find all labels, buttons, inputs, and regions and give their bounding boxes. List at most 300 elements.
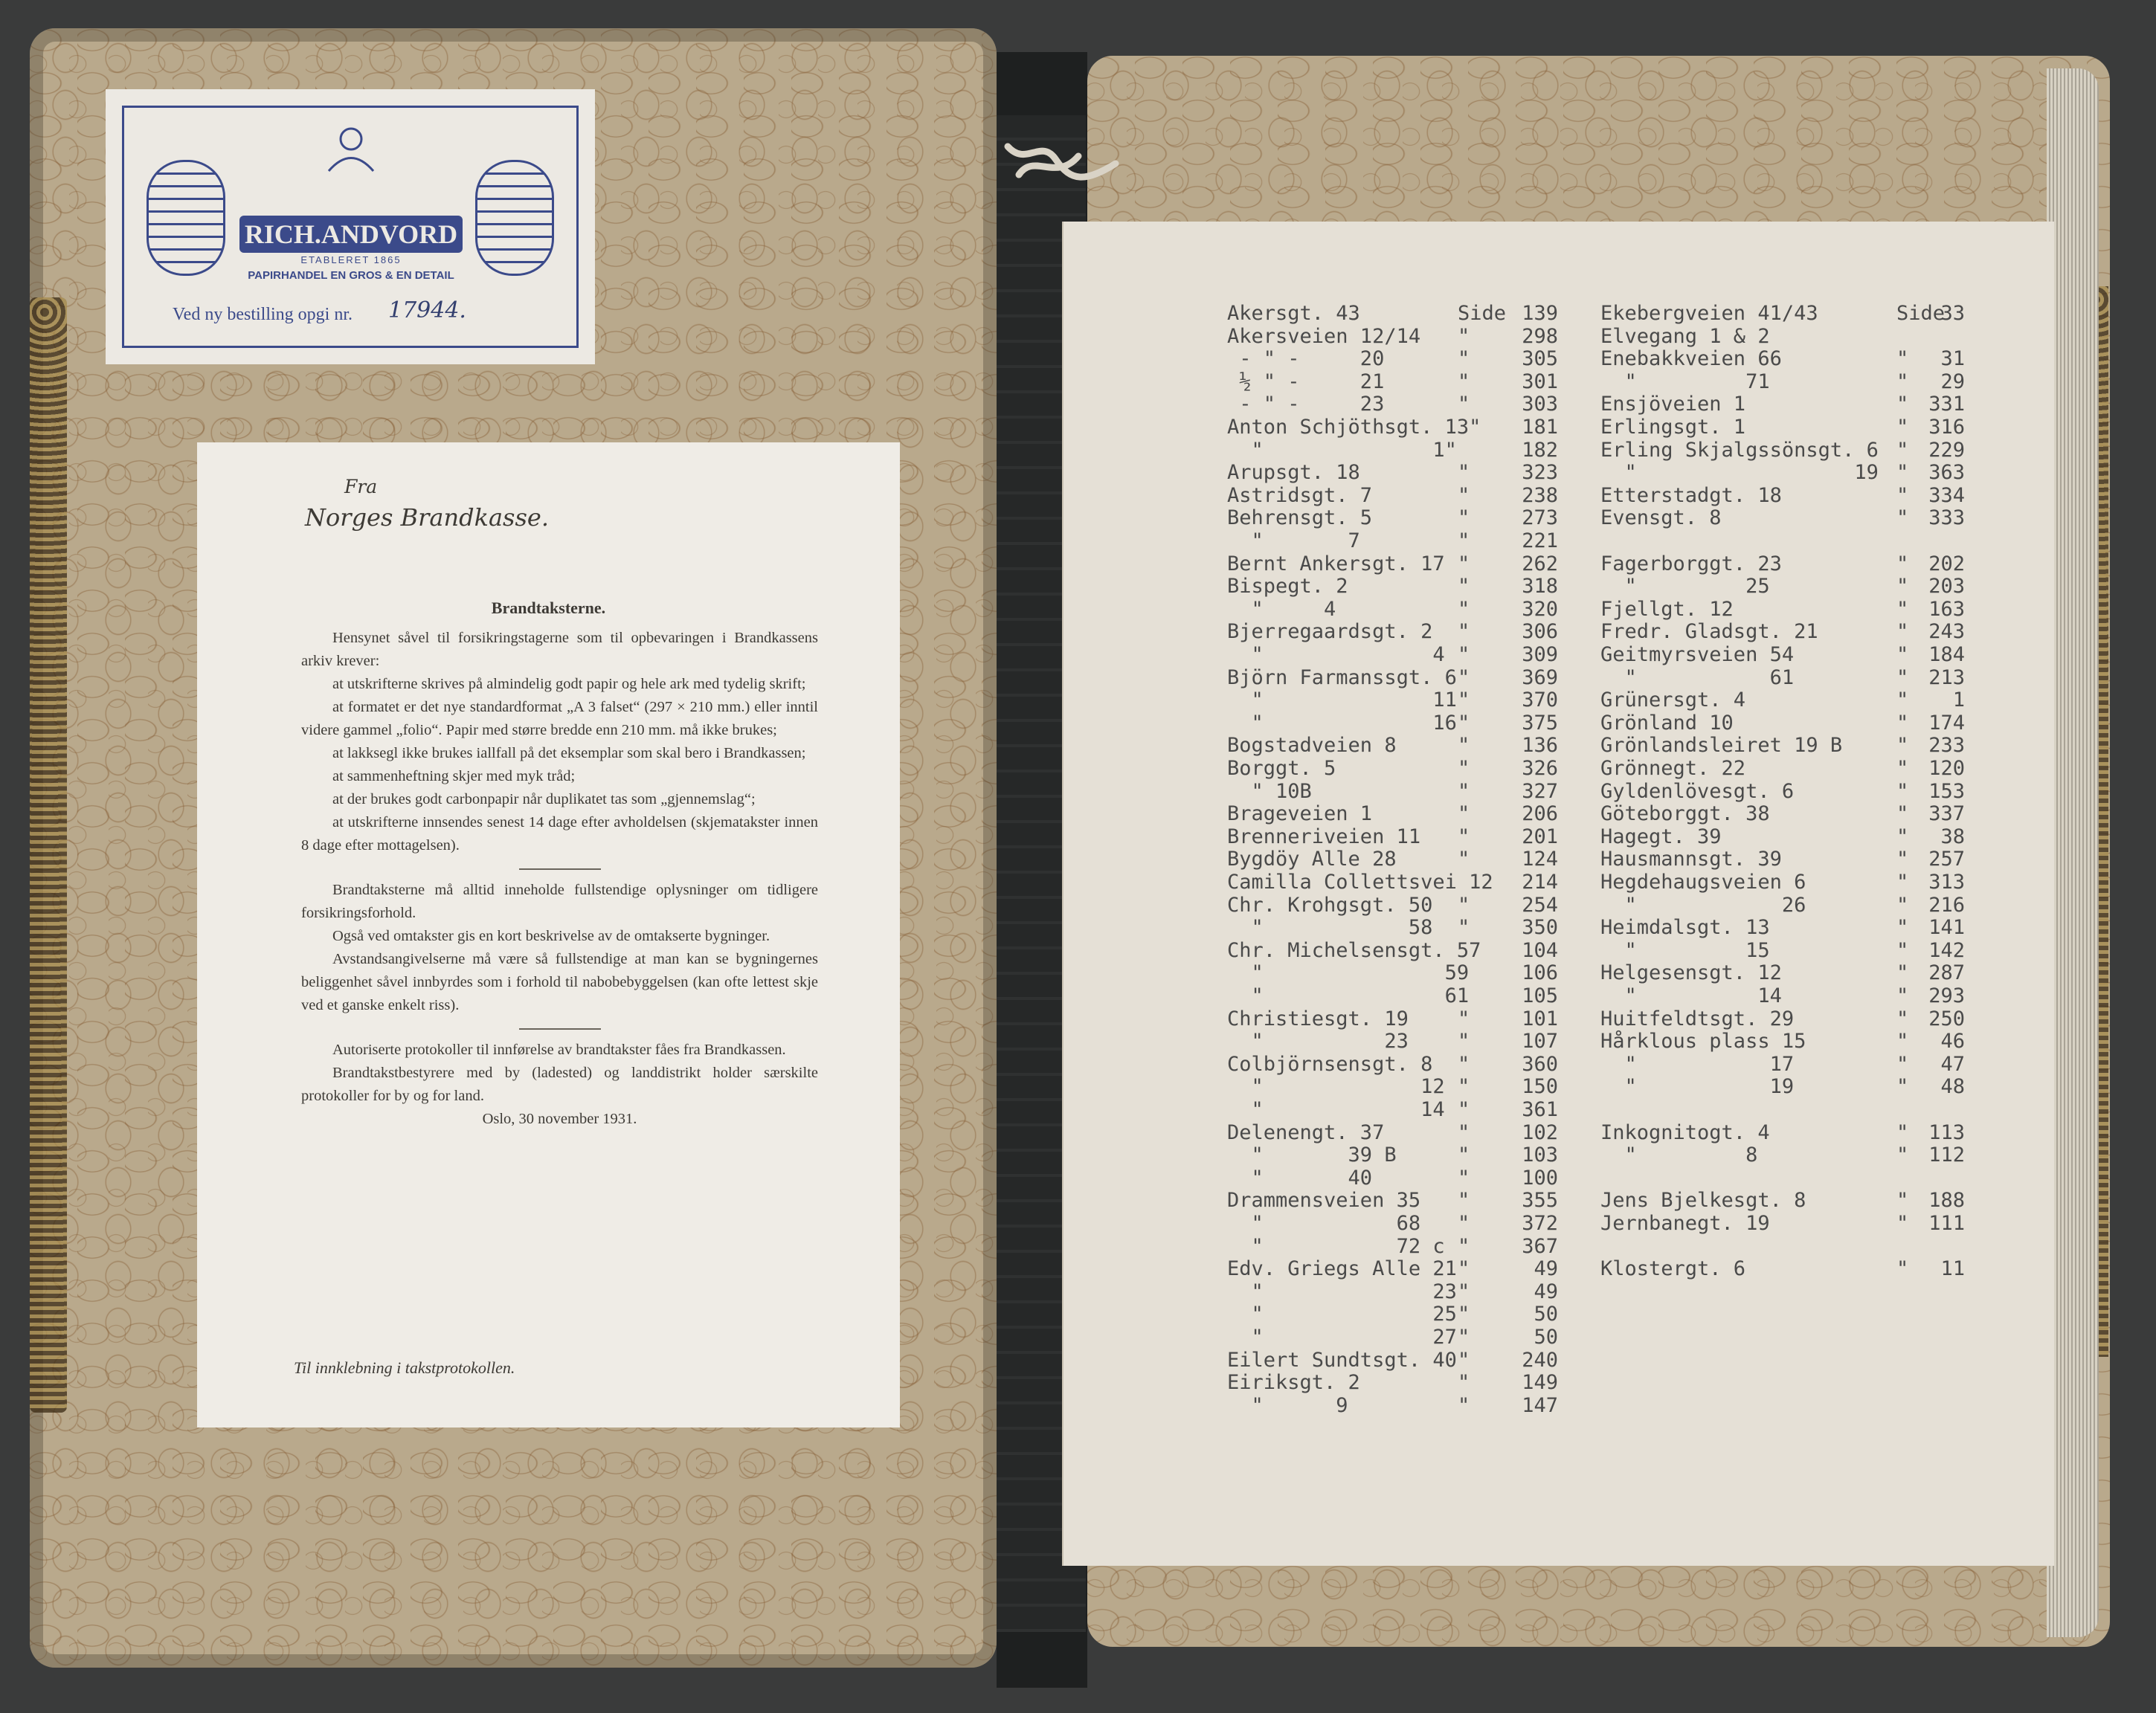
index-address: Gyldenlövesgt. 6 xyxy=(1600,779,1795,803)
index-address: Brageveien 1 xyxy=(1227,802,1373,826)
index-address: Bispegt. 2 xyxy=(1227,575,1348,599)
index-address: Inkognitogt. 4 xyxy=(1600,1120,1770,1144)
index-address: " 7 xyxy=(1227,529,1360,552)
index-entry xyxy=(1600,393,1965,416)
index-page-number: 181 xyxy=(1522,416,1558,439)
notice-paragraph: at sammenheftning skjer med myk tråd; xyxy=(332,768,576,784)
index-address: Chr. Michelsensgt. 57 xyxy=(1227,938,1481,962)
index-address: Akersveien 12/14 xyxy=(1227,324,1421,348)
index-address: Ekebergveien 41/43 xyxy=(1600,302,1818,325)
index-page-number: 331 xyxy=(1928,393,1965,416)
index-page-number: 361 xyxy=(1522,1098,1558,1121)
stationer-label xyxy=(106,89,595,364)
index-address: Fagerborggt. 23 xyxy=(1600,552,1782,575)
index-ditto-mark: " xyxy=(1896,688,1909,712)
index-address: Evensgt. 8 xyxy=(1600,506,1722,530)
index-address: Christiesgt. 19 xyxy=(1227,1007,1409,1030)
index-address: " 39 B xyxy=(1227,1143,1397,1167)
index-ditto-mark: " xyxy=(1896,1030,1909,1054)
notice-paragraph: at lakksegl ikke brukes iallfall på det eksemplar som skal bero i Brandkassen; xyxy=(332,745,806,761)
brandkasse-notice xyxy=(197,442,900,1428)
index-entry xyxy=(1600,1189,1965,1212)
index-entry xyxy=(1227,529,1558,552)
index-address: " 23 xyxy=(1227,1030,1409,1054)
index-address: " 26 xyxy=(1600,893,1806,917)
index-address: Helgesensgt. 12 xyxy=(1600,961,1782,985)
index-address: " 58 xyxy=(1227,916,1433,940)
index-page-number: 240 xyxy=(1522,1348,1558,1372)
index-address: Anton Schjöthsgt. 13" xyxy=(1227,416,1481,439)
index-ditto-mark: " xyxy=(1896,779,1909,803)
index-page-number: 106 xyxy=(1522,961,1558,985)
index-page-number: 163 xyxy=(1928,597,1965,621)
index-ditto-mark: Side xyxy=(1896,302,1946,325)
index-page-number: 33 xyxy=(1940,302,1965,325)
notice-paragraph: at utskrifterne skrives på almindelig godt papir og hele ark med tydelig skrift; xyxy=(332,676,806,692)
index-page-number: 214 xyxy=(1522,871,1558,894)
index-address: Hegdehaugsveien 6 xyxy=(1600,871,1806,894)
index-page-number: 254 xyxy=(1522,893,1558,917)
index-entry xyxy=(1227,347,1558,370)
index-ditto-mark: " xyxy=(1458,1166,1470,1190)
index-ditto-mark: " xyxy=(1896,938,1909,962)
index-entry xyxy=(1600,734,1965,757)
index-page-number: 326 xyxy=(1522,757,1558,780)
index-address: " 14 xyxy=(1600,984,1782,1007)
index-address: " 59 xyxy=(1227,961,1470,985)
index-ditto-mark: " xyxy=(1458,1371,1470,1395)
index-entry xyxy=(1227,802,1558,825)
index-entry xyxy=(1600,1121,1965,1144)
index-page-number: 320 xyxy=(1522,597,1558,621)
index-address: Astridsgt. 7 xyxy=(1227,483,1373,507)
index-address: Edv. Griegs Alle 21 xyxy=(1227,1257,1457,1281)
index-ditto-mark: " xyxy=(1458,1257,1470,1281)
index-entry xyxy=(1227,780,1558,803)
index-entry xyxy=(1227,894,1558,917)
index-page-number: 229 xyxy=(1928,438,1965,462)
index-address: " 72 c xyxy=(1227,1234,1445,1258)
index-page-number: 238 xyxy=(1522,483,1558,507)
index-ditto-mark: " xyxy=(1458,461,1470,485)
notice-paragraph: Avstandsangivelserne må være så fullstendige at man kan se bygningernes beliggenhet såvel innbyrdes som i forhold til nabobebyggelsen (kan ofte lettest skje ved et ganske enkelt riss). xyxy=(301,951,818,1013)
index-entry xyxy=(1600,302,1965,325)
index-page-number: 337 xyxy=(1928,802,1965,826)
page-edges xyxy=(2047,68,2099,1637)
index-ditto-mark: " xyxy=(1458,916,1470,940)
index-entry xyxy=(1227,484,1558,507)
index-entry xyxy=(1227,961,1558,984)
index-ditto-mark: " xyxy=(1458,370,1470,393)
index-page-number: 149 xyxy=(1522,1371,1558,1395)
index-entry xyxy=(1600,1030,1965,1053)
index-entry xyxy=(1227,1212,1558,1235)
index-page-number: 100 xyxy=(1522,1166,1558,1190)
index-ditto-mark: " xyxy=(1458,1075,1470,1099)
index-entry xyxy=(1600,1212,1965,1235)
index-address: " 10B xyxy=(1227,779,1312,803)
index-address: Fjellgt. 12 xyxy=(1600,597,1734,621)
index-page-number: 120 xyxy=(1928,757,1965,780)
notice-org: Norges Brandkasse. xyxy=(305,503,549,532)
index-entry xyxy=(1227,1280,1558,1303)
index-entry xyxy=(1600,825,1965,848)
index-ditto-mark: " xyxy=(1458,893,1470,917)
index-address: Elvegang 1 & 2 xyxy=(1600,324,1770,348)
index-address: " 71 xyxy=(1600,370,1770,393)
index-entry xyxy=(1227,984,1558,1007)
index-entry xyxy=(1600,871,1965,894)
index-page-number: 103 xyxy=(1522,1143,1558,1167)
index-ditto-mark: " xyxy=(1458,1303,1470,1326)
index-page-number: 101 xyxy=(1522,1007,1558,1030)
index-ditto-mark: " xyxy=(1896,802,1909,826)
index-ditto-mark: " xyxy=(1896,1007,1909,1030)
notice-paragraph: Også ved omtakster gis en kort beskrivelse av de omtakserte bygninger. xyxy=(332,928,770,944)
index-page-number: 367 xyxy=(1522,1234,1558,1258)
index-address: Hausmannsgt. 39 xyxy=(1600,848,1782,871)
binding-thread xyxy=(1004,138,1123,190)
index-ditto-mark: " xyxy=(1896,711,1909,735)
index-ditto-mark: " xyxy=(1896,483,1909,507)
index-page-number: 303 xyxy=(1522,393,1558,416)
index-address: Chr. Krohgsgt. 50 xyxy=(1227,893,1433,917)
index-entry xyxy=(1227,393,1558,416)
index-entry xyxy=(1227,825,1558,848)
index-entry xyxy=(1227,575,1558,598)
index-ditto-mark: " xyxy=(1458,506,1470,530)
index-entry xyxy=(1227,1143,1558,1167)
index-entry xyxy=(1600,370,1965,393)
index-ditto-mark: " xyxy=(1896,643,1909,666)
index-ditto-mark: Side xyxy=(1458,302,1507,325)
index-entry xyxy=(1227,1235,1558,1258)
index-ditto-mark: " xyxy=(1458,1120,1470,1144)
index-address: " 25 xyxy=(1227,1303,1457,1326)
index-page-number: 298 xyxy=(1522,324,1558,348)
index-ditto-mark: " xyxy=(1896,825,1909,848)
index-entry xyxy=(1600,643,1965,666)
index-address: Eiriksgt. 2 xyxy=(1227,1371,1360,1395)
index-ditto-mark: " xyxy=(1458,575,1470,599)
index-page-number: 112 xyxy=(1928,1143,1965,1167)
notice-heading: Brandtaksterne. xyxy=(491,599,606,617)
notice-paragraph: at utskrifterne innsendes senest 14 dage efter avholdelsen (skjematakster innen 8 dage efter mottagelsen). xyxy=(301,814,818,854)
index-page-number: 105 xyxy=(1522,984,1558,1007)
index-ditto-mark: " xyxy=(1458,734,1470,758)
index-page-number: 301 xyxy=(1522,370,1558,393)
index-page-number: 141 xyxy=(1928,916,1965,940)
index-address: " 61 xyxy=(1227,984,1470,1007)
index-entry xyxy=(1227,1167,1558,1190)
index-address: Erlingsgt. 1 xyxy=(1600,416,1746,439)
index-entry xyxy=(1600,894,1965,917)
index-page-number: 107 xyxy=(1522,1030,1558,1054)
index-address: Delenengt. 37 xyxy=(1227,1120,1385,1144)
index-page-number: 363 xyxy=(1928,461,1965,485)
index-page-number: 184 xyxy=(1928,643,1965,666)
index-address: Drammensveien 35 xyxy=(1227,1189,1421,1213)
index-page-number: 31 xyxy=(1940,347,1965,371)
address-index-page xyxy=(1063,222,2054,1566)
index-ditto-mark: " xyxy=(1458,529,1470,552)
index-address: - " - 23 xyxy=(1227,393,1385,416)
index-page-number: 142 xyxy=(1928,938,1965,962)
index-entry xyxy=(1227,1007,1558,1030)
index-entry xyxy=(1227,712,1558,735)
index-ditto-mark: " xyxy=(1458,1052,1470,1076)
index-ditto-mark: " xyxy=(1896,665,1909,689)
index-page-number: 355 xyxy=(1522,1189,1558,1213)
index-entry xyxy=(1600,712,1965,735)
index-ditto-mark: " xyxy=(1458,620,1470,644)
index-entry xyxy=(1227,871,1558,894)
index-address: Bogstadveien 8 xyxy=(1227,734,1397,758)
index-address: Brenneriveien 11 xyxy=(1227,825,1421,848)
index-page-number: 206 xyxy=(1522,802,1558,826)
index-entry xyxy=(1600,506,1965,529)
index-page-number: 250 xyxy=(1928,1007,1965,1030)
index-entry xyxy=(1600,347,1965,370)
notice-paragraph: Brandtakstbestyrere med by (ladested) og landdistrikt holder særskilte protokoller for by og for land. xyxy=(301,1065,818,1104)
index-address: Heimdalsgt. 13 xyxy=(1600,916,1770,940)
index-page-number: 104 xyxy=(1522,938,1558,962)
index-entry xyxy=(1600,1007,1965,1030)
index-address: Huitfeldtsgt. 29 xyxy=(1600,1007,1795,1030)
index-ditto-mark: " xyxy=(1896,1075,1909,1099)
index-ditto-mark: " xyxy=(1896,370,1909,393)
index-page-number: 174 xyxy=(1928,711,1965,735)
index-entry xyxy=(1600,1143,1965,1167)
notice-paragraph: Hensynet såvel til forsikringstagerne som til opbevaringen i Brandkassens arkiv krever: xyxy=(301,630,818,669)
index-page-number: 213 xyxy=(1928,665,1965,689)
index-entry xyxy=(1600,1053,1965,1076)
index-ditto-mark: " xyxy=(1458,347,1470,371)
index-address: Jernbanegt. 19 xyxy=(1600,1212,1770,1235)
index-address: Arupsgt. 18 xyxy=(1227,461,1360,485)
index-address: " 14 xyxy=(1227,1098,1445,1121)
index-address: " 19 xyxy=(1600,461,1879,485)
label-order-number: 17944. xyxy=(388,297,466,323)
index-entry xyxy=(1600,416,1965,439)
index-ditto-mark: " xyxy=(1458,779,1470,803)
index-page-number: 182 xyxy=(1522,438,1558,462)
index-address: Grünersgt. 4 xyxy=(1600,688,1746,712)
building-illustration-left xyxy=(147,160,225,276)
label-brand: RICH.ANDVORD xyxy=(239,216,463,253)
index-entry xyxy=(1227,506,1558,529)
index-ditto-mark: " xyxy=(1896,893,1909,917)
index-entry xyxy=(1600,598,1965,621)
index-ditto-mark: " xyxy=(1458,757,1470,780)
index-page-number: 334 xyxy=(1928,483,1965,507)
index-ditto-mark: " xyxy=(1896,461,1909,485)
index-page-number: 333 xyxy=(1928,506,1965,530)
index-page-number: 147 xyxy=(1522,1393,1558,1417)
index-entry xyxy=(1600,688,1965,712)
index-address: " 4 xyxy=(1227,643,1445,666)
index-address: " 27 xyxy=(1227,1326,1457,1349)
index-entry xyxy=(1227,916,1558,939)
index-ditto-mark: " xyxy=(1896,871,1909,894)
index-page-number: 350 xyxy=(1522,916,1558,940)
left-board-edge xyxy=(30,297,67,1413)
index-page-number: 188 xyxy=(1928,1189,1965,1213)
index-page-number: 309 xyxy=(1522,643,1558,666)
notice-paragraph: at der brukes godt carbonpapir når duplikatet tas som „gjennemslag“; xyxy=(332,791,756,807)
index-page-number: 111 xyxy=(1928,1212,1965,1235)
index-address: Björn Farmanssgt. 6 xyxy=(1227,665,1457,689)
index-entry xyxy=(1227,666,1558,689)
index-ditto-mark: " xyxy=(1458,848,1470,871)
index-ditto-mark: " xyxy=(1896,552,1909,575)
index-address: " 23 xyxy=(1227,1280,1457,1303)
index-entry xyxy=(1227,757,1558,780)
index-address: Jens Bjelkesgt. 8 xyxy=(1600,1189,1806,1213)
index-address: Etterstadgt. 18 xyxy=(1600,483,1782,507)
index-page-number: 48 xyxy=(1940,1075,1965,1099)
index-ditto-mark: " xyxy=(1458,1393,1470,1417)
index-entry xyxy=(1227,1349,1558,1372)
index-page-number: 153 xyxy=(1928,779,1965,803)
index-ditto-mark: " xyxy=(1458,1212,1470,1235)
notice-paragraph: at formatet er det nye standardformat „A 3 falset“ (297 × 210 mm.) eller inntil videre gammel „folio“. Papir med større bredde enn 210 mm. må ikke brukes; xyxy=(301,699,818,738)
notice-paragraph: Autoriserte protokoller til innførelse av brandtakster fåes fra Brandkassen. xyxy=(332,1042,786,1058)
index-page-number: 257 xyxy=(1928,848,1965,871)
index-address: Bernt Ankersgt. 17 xyxy=(1227,552,1445,575)
index-address: " 40 xyxy=(1227,1166,1373,1190)
index-address: " 61 xyxy=(1600,665,1795,689)
index-address: " 1" xyxy=(1227,438,1457,462)
index-ditto-mark: " xyxy=(1896,347,1909,371)
index-address: Colbjörnsensgt. 8 xyxy=(1227,1052,1433,1076)
index-entry xyxy=(1600,848,1965,871)
index-ditto-mark: " xyxy=(1896,984,1909,1007)
index-page-number: 150 xyxy=(1522,1075,1558,1099)
index-address: " 11 xyxy=(1227,688,1457,712)
index-entry xyxy=(1227,1326,1558,1349)
index-entry xyxy=(1227,439,1558,462)
index-entry xyxy=(1227,848,1558,871)
index-entry xyxy=(1227,1121,1558,1144)
index-entry xyxy=(1600,325,1965,348)
index-page-number: 369 xyxy=(1522,665,1558,689)
index-page-number: 50 xyxy=(1534,1326,1558,1349)
index-page-number: 313 xyxy=(1928,871,1965,894)
index-entry xyxy=(1227,1053,1558,1076)
notice-footer: Til innklebning i takstprotokollen. xyxy=(294,1358,515,1377)
index-ditto-mark: " xyxy=(1458,1348,1470,1372)
index-ditto-mark: " xyxy=(1458,1143,1470,1167)
label-subtitle: PAPIRHANDEL EN GROS & EN DETAIL xyxy=(248,269,454,282)
index-address: Bjerregaardsgt. 2 xyxy=(1227,620,1433,644)
index-address: Fredr. Gladsgt. 21 xyxy=(1600,620,1818,644)
index-ditto-mark: " xyxy=(1458,483,1470,507)
index-page-number: 50 xyxy=(1534,1303,1558,1326)
index-page-number: 136 xyxy=(1522,734,1558,758)
index-address: " 25 xyxy=(1600,575,1770,599)
index-address: " 15 xyxy=(1600,938,1770,962)
notice-divider xyxy=(519,1028,601,1030)
index-ditto-mark: " xyxy=(1458,643,1470,666)
index-ditto-mark: " xyxy=(1896,916,1909,940)
index-ditto-mark: " xyxy=(1896,1052,1909,1076)
index-address: - " - 20 xyxy=(1227,347,1385,371)
index-entry xyxy=(1600,961,1965,984)
index-entry xyxy=(1600,916,1965,939)
index-ditto-mark: " xyxy=(1458,688,1470,712)
index-entry xyxy=(1227,598,1558,621)
crest-icon xyxy=(321,123,381,175)
index-entry xyxy=(1227,552,1558,575)
index-entry xyxy=(1600,1075,1965,1098)
index-address: Grönland 10 xyxy=(1600,711,1734,735)
index-page-number: 318 xyxy=(1522,575,1558,599)
index-ditto-mark: " xyxy=(1458,802,1470,826)
building-illustration-right xyxy=(475,160,554,276)
index-page-number: 203 xyxy=(1928,575,1965,599)
index-entry xyxy=(1227,416,1558,439)
index-page-number: 293 xyxy=(1928,984,1965,1007)
index-entry xyxy=(1227,1030,1558,1053)
index-page-number: 49 xyxy=(1534,1280,1558,1303)
index-address: Erling Skjalgssönsgt. 6 xyxy=(1600,438,1879,462)
index-address: Hårklous plass 15 xyxy=(1600,1030,1806,1054)
index-entry xyxy=(1600,984,1965,1007)
index-entry xyxy=(1600,1257,1965,1280)
index-page-number: 372 xyxy=(1522,1212,1558,1235)
index-page-number: 243 xyxy=(1928,620,1965,644)
notice-divider xyxy=(519,868,601,870)
index-ditto-mark: " xyxy=(1458,1280,1470,1303)
index-ditto-mark: " xyxy=(1458,1234,1470,1258)
index-entry xyxy=(1227,939,1558,962)
index-ditto-mark: " xyxy=(1896,734,1909,758)
index-page-number: 201 xyxy=(1522,825,1558,848)
index-entry xyxy=(1227,734,1558,757)
index-ditto-mark: " xyxy=(1896,575,1909,599)
index-address: Grönnegt. 22 xyxy=(1600,757,1746,780)
index-page-number: 216 xyxy=(1928,893,1965,917)
index-entry xyxy=(1227,1189,1558,1212)
index-page-number: 1 xyxy=(1952,688,1965,712)
index-ditto-mark: " xyxy=(1458,711,1470,735)
index-address: Camilla Collettsvei 12 xyxy=(1227,871,1493,894)
index-page-number: 262 xyxy=(1522,552,1558,575)
index-address: Borggt. 5 xyxy=(1227,757,1336,780)
index-address: Grönlandsleiret 19 B xyxy=(1600,734,1843,758)
index-page-number: 49 xyxy=(1534,1257,1558,1281)
index-address: Eilert Sundtsgt. 40 xyxy=(1227,1348,1457,1372)
label-order-text: Ved ny bestilling opgi nr. xyxy=(173,305,353,324)
index-page-number: 202 xyxy=(1928,552,1965,575)
index-ditto-mark: " xyxy=(1896,620,1909,644)
index-entry xyxy=(1227,620,1558,643)
index-ditto-mark: " xyxy=(1896,1120,1909,1144)
notice-paragraph: Brandtaksterne må alltid inneholde fullstendige oplysninger om tidligere forsikringsforhold. xyxy=(301,882,818,921)
index-page-number: 139 xyxy=(1522,302,1558,325)
index-entry xyxy=(1600,484,1965,507)
index-entry xyxy=(1227,643,1558,666)
index-address: " 8 xyxy=(1600,1143,1758,1167)
label-established: ETABLERET 1865 xyxy=(300,254,402,265)
index-entry xyxy=(1227,461,1558,484)
index-entry xyxy=(1600,552,1965,575)
index-entry xyxy=(1227,302,1558,325)
index-entry xyxy=(1227,1257,1558,1280)
index-page-number: 360 xyxy=(1522,1052,1558,1076)
index-ditto-mark: " xyxy=(1896,416,1909,439)
